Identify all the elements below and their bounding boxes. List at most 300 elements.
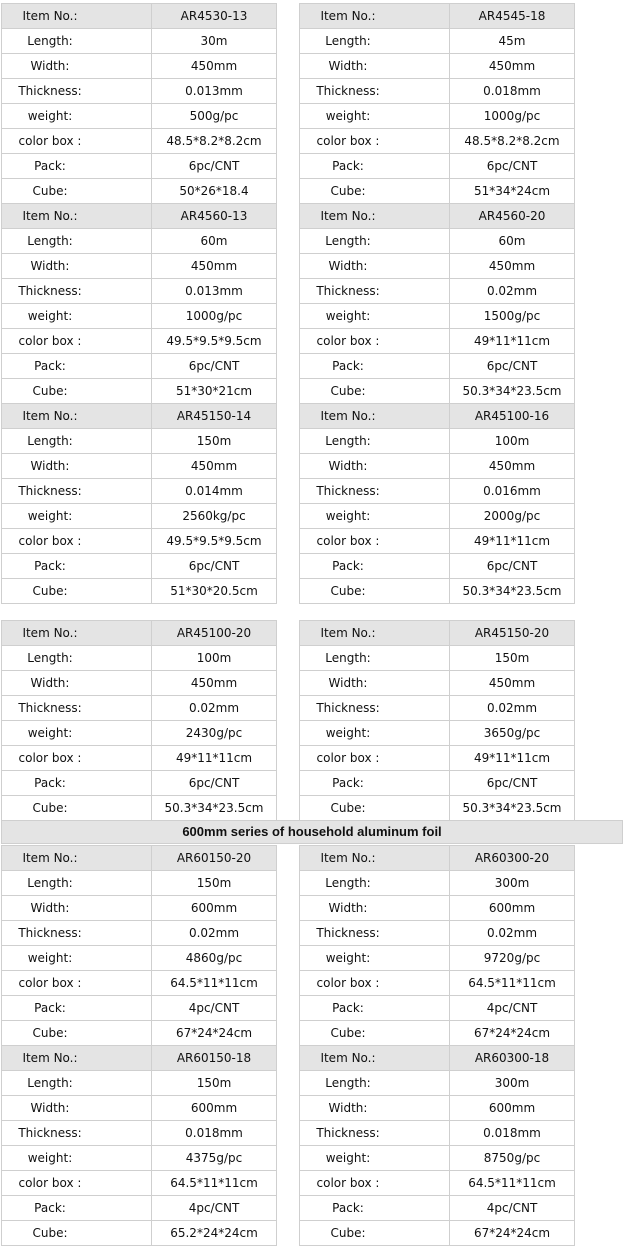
label-text: Thickness: [18,701,82,715]
color-box-row [300,1171,575,1196]
label-text: Length: [27,1076,73,1090]
pack-value: 6pc/CNT [450,554,575,579]
label-text: Width: [328,259,368,273]
thickness-row [2,1121,277,1146]
length-value: 45m [450,29,575,54]
label-text: Thickness: [316,1126,380,1140]
label-text: Item No.: [320,1051,376,1065]
thickness-value: 0.02mm [152,921,277,946]
label-text: Pack: [34,776,66,790]
item-no-row [300,404,575,429]
label-text: Length: [325,234,371,248]
label-text: weight: [325,309,371,323]
label-text: Pack: [332,559,364,573]
length-value: 100m [450,429,575,454]
cube-label [2,379,152,404]
label-text: Pack: [332,776,364,790]
weight-label [300,946,450,971]
color-box-label [300,329,450,354]
thickness-label [300,79,450,104]
item-no-label [300,204,450,229]
item-no-row [300,204,575,229]
product-table [1,403,277,604]
length-row [300,229,575,254]
label-text: Cube: [32,584,68,598]
length-value: 60m [152,229,277,254]
label-text: color box : [18,534,82,548]
length-row [300,29,575,54]
product-table [299,203,575,404]
item-no-row [2,846,277,871]
item-no-label [2,404,152,429]
item-no-row [300,1046,575,1071]
cube-value: 67*24*24cm [450,1221,575,1246]
item-no-value: AR4560-13 [152,204,277,229]
item-no-row [2,404,277,429]
color-box-label [2,971,152,996]
thickness-value: 0.02mm [152,696,277,721]
item-no-value: AR4560-20 [450,204,575,229]
color-box-row [300,329,575,354]
item-no-row [300,4,575,29]
pack-label [300,154,450,179]
cube-label [300,579,450,604]
width-row [2,454,277,479]
thickness-label [2,479,152,504]
length-value: 150m [152,1071,277,1096]
color-box-value: 48.5*8.2*8.2cm [152,129,277,154]
cube-value: 51*34*24cm [450,179,575,204]
length-row [300,429,575,454]
label-text: Length: [27,434,73,448]
width-value: 600mm [152,1096,277,1121]
color-box-row [300,129,575,154]
label-text: weight: [27,1151,73,1165]
thickness-label [300,921,450,946]
length-label [2,871,152,896]
weight-label [300,104,450,129]
label-text: Cube: [32,384,68,398]
label-text: Width: [30,901,70,915]
pack-value: 6pc/CNT [152,154,277,179]
item-no-value: AR60150-20 [152,846,277,871]
width-label [300,454,450,479]
label-text: weight: [325,109,371,123]
item-no-value: AR45100-16 [450,404,575,429]
item-no-value: AR60300-20 [450,846,575,871]
thickness-row [300,279,575,304]
length-row [2,1071,277,1096]
weight-row [2,304,277,329]
label-text: color box : [18,751,82,765]
label-text: Cube: [330,584,366,598]
label-text: Item No.: [22,9,78,23]
weight-row [300,304,575,329]
width-value: 600mm [450,896,575,921]
length-label [2,229,152,254]
cube-row [300,179,575,204]
length-value: 150m [152,871,277,896]
cube-row [300,579,575,604]
cube-row [300,796,575,821]
pack-value: 4pc/CNT [152,996,277,1021]
width-row [300,896,575,921]
label-text: weight: [325,509,371,523]
cube-row [2,1021,277,1046]
cube-label [2,579,152,604]
thickness-label [2,279,152,304]
weight-value: 4860g/pc [152,946,277,971]
width-row [2,1096,277,1121]
thickness-row [2,696,277,721]
cube-value: 67*24*24cm [450,1021,575,1046]
label-text: Cube: [330,184,366,198]
cube-row [2,1221,277,1246]
label-text: Thickness: [316,284,380,298]
label-text: Item No.: [320,626,376,640]
label-text: Pack: [332,159,364,173]
thickness-value: 0.02mm [450,279,575,304]
pack-row [300,154,575,179]
label-text: Cube: [330,801,366,815]
width-row [300,54,575,79]
weight-value: 2560kg/pc [152,504,277,529]
width-row [300,454,575,479]
width-label [300,1096,450,1121]
width-row [2,671,277,696]
width-label [300,254,450,279]
label-text: Length: [325,34,371,48]
item-no-label [300,4,450,29]
label-text: Pack: [332,1001,364,1015]
thickness-value: 0.016mm [450,479,575,504]
label-text: weight: [27,109,73,123]
width-value: 600mm [450,1096,575,1121]
color-box-value: 64.5*11*11cm [152,1171,277,1196]
color-box-row [2,746,277,771]
item-no-row [2,621,277,646]
product-table [1,845,277,1046]
width-row [2,54,277,79]
length-row [2,871,277,896]
weight-value: 1500g/pc [450,304,575,329]
label-text: Width: [328,676,368,690]
product-table [299,845,575,1046]
label-text: weight: [27,509,73,523]
label-text: color box : [316,134,380,148]
label-text: Item No.: [22,209,78,223]
label-text: Item No.: [22,1051,78,1065]
weight-label [2,504,152,529]
thickness-row [300,921,575,946]
width-value: 450mm [450,454,575,479]
length-label [300,871,450,896]
width-value: 600mm [152,896,277,921]
label-text: Thickness: [316,701,380,715]
cube-value: 50*26*18.4 [152,179,277,204]
label-text: Width: [30,676,70,690]
pack-label [300,554,450,579]
color-box-label [300,129,450,154]
item-no-row [2,204,277,229]
weight-label [300,304,450,329]
thickness-row [300,479,575,504]
length-label [300,429,450,454]
length-value: 150m [152,429,277,454]
cube-label [300,1021,450,1046]
product-table [1,3,277,204]
thickness-row [300,696,575,721]
length-row [300,1071,575,1096]
weight-value: 9720g/pc [450,946,575,971]
thickness-label [300,479,450,504]
weight-value: 3650g/pc [450,721,575,746]
label-text: Cube: [330,1026,366,1040]
thickness-value: 0.014mm [152,479,277,504]
length-value: 100m [152,646,277,671]
product-table [299,1045,575,1246]
product-table [1,1045,277,1246]
item-no-row [300,846,575,871]
cube-value: 67*24*24cm [152,1021,277,1046]
width-value: 450mm [450,671,575,696]
thickness-label [2,1121,152,1146]
label-text: Item No.: [22,851,78,865]
color-box-row [2,1171,277,1196]
label-text: Cube: [330,1226,366,1240]
label-text: Item No.: [22,626,78,640]
weight-row [2,721,277,746]
color-box-label [2,1171,152,1196]
thickness-row [2,279,277,304]
item-no-label [2,4,152,29]
item-no-value: AR4530-13 [152,4,277,29]
thickness-row [2,479,277,504]
pack-row [300,996,575,1021]
item-no-value: AR45150-20 [450,621,575,646]
label-text: color box : [18,1176,82,1190]
label-text: color box : [316,334,380,348]
pack-label [300,1196,450,1221]
label-text: weight: [27,726,73,740]
label-text: weight: [325,951,371,965]
width-value: 450mm [152,671,277,696]
product-table [299,620,575,821]
label-text: Width: [328,1101,368,1115]
label-text: Length: [27,234,73,248]
cube-value: 51*30*20.5cm [152,579,277,604]
item-no-label [300,846,450,871]
pack-value: 6pc/CNT [450,354,575,379]
weight-value: 1000g/pc [450,104,575,129]
pack-row [300,554,575,579]
item-no-value: AR45150-14 [152,404,277,429]
pack-value: 4pc/CNT [450,1196,575,1221]
weight-value: 1000g/pc [152,304,277,329]
cube-row [2,379,277,404]
color-box-value: 49*11*11cm [450,746,575,771]
item-no-row [2,4,277,29]
width-label [2,671,152,696]
weight-label [2,946,152,971]
label-text: Thickness: [316,926,380,940]
color-box-value: 49*11*11cm [450,329,575,354]
label-text: Width: [30,459,70,473]
item-no-value: AR4545-18 [450,4,575,29]
item-no-label [2,621,152,646]
label-text: Length: [325,876,371,890]
weight-value: 2430g/pc [152,721,277,746]
width-row [300,671,575,696]
thickness-row [300,1121,575,1146]
label-text: Thickness: [316,84,380,98]
length-value: 300m [450,1071,575,1096]
pack-row [2,1196,277,1221]
color-box-value: 48.5*8.2*8.2cm [450,129,575,154]
width-value: 450mm [450,54,575,79]
length-label [2,1071,152,1096]
thickness-label [300,279,450,304]
cube-row [2,179,277,204]
color-box-label [300,1171,450,1196]
cube-row [300,1021,575,1046]
length-value: 150m [450,646,575,671]
pack-value: 6pc/CNT [152,771,277,796]
label-text: Pack: [34,1001,66,1015]
series-title: 600mm series of household aluminum foil [1,820,623,844]
color-box-label [2,329,152,354]
label-text: Width: [30,59,70,73]
cube-row [2,796,277,821]
thickness-row [2,921,277,946]
color-box-value: 64.5*11*11cm [152,971,277,996]
pack-row [2,354,277,379]
thickness-label [2,696,152,721]
label-text: color box : [316,751,380,765]
label-text: color box : [316,976,380,990]
color-box-label [300,746,450,771]
length-row [2,646,277,671]
length-row [300,646,575,671]
pack-label [2,1196,152,1221]
product-table [1,620,277,821]
weight-value: 4375g/pc [152,1146,277,1171]
label-text: Pack: [332,1201,364,1215]
thickness-value: 0.02mm [450,696,575,721]
label-text: Pack: [34,559,66,573]
cube-label [300,796,450,821]
cube-label [300,179,450,204]
weight-row [300,504,575,529]
item-no-label [2,846,152,871]
label-text: Thickness: [316,484,380,498]
item-no-row [2,1046,277,1071]
width-value: 450mm [152,254,277,279]
weight-row [2,504,277,529]
cube-value: 50.3*34*23.5cm [450,579,575,604]
pack-value: 4pc/CNT [152,1196,277,1221]
label-text: Thickness: [18,926,82,940]
color-box-value: 49.5*9.5*9.5cm [152,529,277,554]
label-text: Length: [27,34,73,48]
cube-label [300,1221,450,1246]
pack-label [2,996,152,1021]
color-box-label [2,746,152,771]
width-row [2,254,277,279]
item-no-value: AR60150-18 [152,1046,277,1071]
width-label [2,454,152,479]
width-value: 450mm [152,54,277,79]
thickness-label [300,1121,450,1146]
length-row [2,429,277,454]
width-value: 450mm [450,254,575,279]
width-label [300,671,450,696]
cube-value: 51*30*21cm [152,379,277,404]
label-text: weight: [27,309,73,323]
product-table [299,403,575,604]
width-row [2,896,277,921]
label-text: Pack: [34,159,66,173]
color-box-row [300,529,575,554]
thickness-row [2,79,277,104]
thickness-value: 0.02mm [450,921,575,946]
label-text: color box : [18,134,82,148]
pack-value: 4pc/CNT [450,996,575,1021]
cube-label [2,179,152,204]
color-box-row [300,971,575,996]
weight-row [2,1146,277,1171]
item-no-label [300,404,450,429]
thickness-label [2,921,152,946]
color-box-value: 64.5*11*11cm [450,1171,575,1196]
width-row [300,1096,575,1121]
cube-value: 50.3*34*23.5cm [152,796,277,821]
label-text: Width: [30,1101,70,1115]
color-box-label [300,971,450,996]
item-no-label [300,1046,450,1071]
pack-label [300,354,450,379]
width-label [300,54,450,79]
item-no-label [2,1046,152,1071]
label-text: Cube: [32,1026,68,1040]
cube-row [300,1221,575,1246]
label-text: Width: [328,901,368,915]
color-box-row [2,971,277,996]
weight-label [2,304,152,329]
weight-value: 8750g/pc [450,1146,575,1171]
length-label [300,1071,450,1096]
product-table [1,203,277,404]
length-row [2,229,277,254]
width-value: 450mm [152,454,277,479]
color-box-row [300,746,575,771]
thickness-value: 0.018mm [450,1121,575,1146]
thickness-label [300,696,450,721]
label-text: Thickness: [18,84,82,98]
length-label [300,29,450,54]
label-text: Width: [328,459,368,473]
width-row [300,254,575,279]
pack-row [300,354,575,379]
color-box-value: 49*11*11cm [450,529,575,554]
pack-row [2,996,277,1021]
color-box-row [2,129,277,154]
cube-label [2,1021,152,1046]
label-text: Item No.: [320,209,376,223]
pack-row [300,1196,575,1221]
width-label [2,54,152,79]
label-text: Thickness: [18,284,82,298]
